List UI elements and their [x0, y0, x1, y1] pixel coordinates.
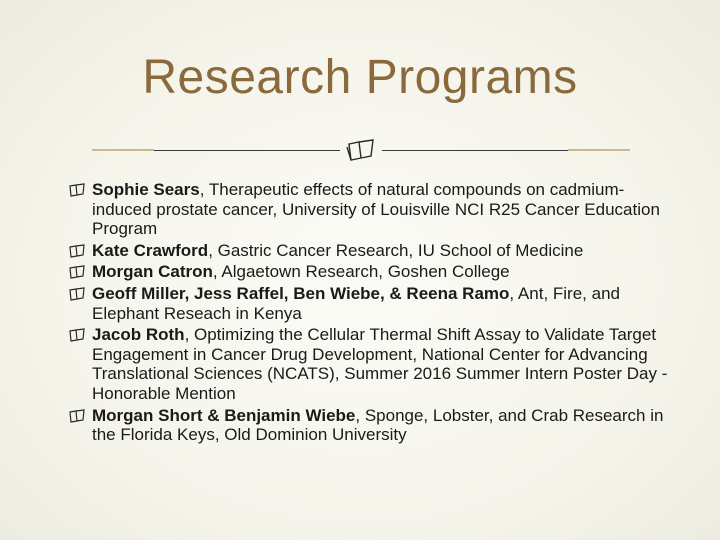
- program-author: Morgan Catron: [92, 262, 213, 282]
- program-author: Morgan Short & Benjamin Wiebe: [92, 405, 356, 425]
- list-item: [68, 262, 668, 282]
- program-list: [68, 180, 668, 447]
- program-description: , Sponge, Lobster, and Crab Research in the Florida Keys, Old Dominion University: [92, 405, 664, 445]
- program-description: , Ant, Fire, and Elephant Reseach in Kenya: [92, 283, 620, 323]
- book-bullet-icon: [68, 287, 88, 301]
- title-divider: [0, 138, 720, 164]
- program-description: , Therapeutic effects of natural compounds on cadmium-induced prostate cancer, University of Louisville NCI R25 Cancer Education Program: [92, 180, 660, 239]
- book-bullet-icon: [68, 265, 88, 279]
- slide-title: Research Programs: [142, 51, 578, 104]
- program-description: , Optimizing the Cellular Thermal Shift Assay to Validate Target Engagement in Cancer Drug Development, National Center for Advancing Translational Sciences (NCATS), Summer 2016 Summer Intern Poster Day - Honorable Mention: [92, 325, 668, 403]
- list-item: [68, 284, 668, 323]
- list-item: [68, 241, 668, 261]
- program-author: Sophie Sears: [92, 180, 200, 199]
- book-icon: [343, 138, 379, 164]
- book-bullet-icon: [68, 183, 88, 197]
- list-item: [68, 406, 668, 445]
- book-bullet-icon: [68, 409, 88, 423]
- list-item: [68, 180, 668, 239]
- list-item: [68, 325, 668, 403]
- program-author: Geoff Miller, Jess Raffel, Ben Wiebe, & Reena Ramo: [92, 283, 510, 303]
- book-bullet-icon: [68, 244, 88, 258]
- program-description: , Algaetown Research, Goshen College: [212, 262, 510, 282]
- divider-rule-right: [382, 150, 630, 151]
- program-author: Jacob Roth: [92, 325, 185, 345]
- book-bullet-icon: [68, 328, 88, 342]
- program-description: , Gastric Cancer Research, IU School of Medicine: [208, 240, 584, 260]
- program-author: Kate Crawford: [92, 240, 209, 260]
- divider-rule-left: [92, 150, 340, 151]
